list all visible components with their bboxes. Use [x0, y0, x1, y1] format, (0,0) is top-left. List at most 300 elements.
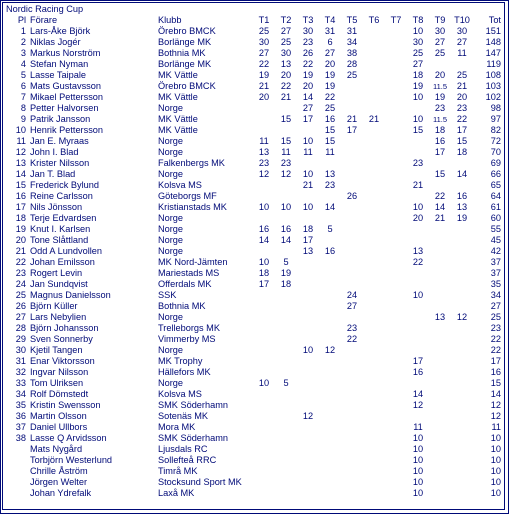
cell-driver: Markus Norström [30, 48, 101, 58]
cell-t3: 10 [302, 136, 314, 146]
cell-driver: Rogert Levin [30, 268, 83, 278]
cell-t10 [451, 433, 473, 444]
cell-t4: 19 [324, 81, 336, 91]
table-row [6, 444, 504, 455]
cell-t3 [297, 488, 319, 499]
table-row [6, 389, 504, 400]
cell-driver: Tom Ulriksen [30, 378, 84, 388]
cell-t3 [297, 125, 319, 136]
cell-total: 66 [490, 169, 501, 179]
cell-t3 [297, 158, 319, 169]
cell-t8: 10 [412, 488, 424, 498]
cell-t6 [363, 26, 385, 37]
table-row [6, 411, 504, 422]
cell-total: 10 [490, 466, 501, 476]
cell-t4: 12 [324, 345, 336, 355]
cell-t2 [275, 411, 297, 422]
cell-t5: 17 [346, 125, 358, 135]
cell-t9 [429, 268, 451, 279]
cell-t3: 17 [302, 235, 314, 245]
cell-t1 [253, 367, 275, 378]
cell-total: 72 [490, 136, 501, 146]
cell-t3: 13 [302, 246, 314, 256]
cell-t2 [275, 444, 297, 455]
cell-t4 [319, 444, 341, 455]
cell-t3: 22 [302, 59, 314, 69]
table-row [6, 70, 504, 81]
cell-t9: 23 [434, 103, 446, 113]
cell-t2: 15 [280, 114, 292, 124]
cell-t9: 21 [434, 213, 446, 223]
cell-t2: 15 [280, 136, 292, 146]
cell-t4 [319, 389, 341, 400]
cell-t4: 19 [324, 70, 336, 80]
cell-t9 [429, 488, 451, 499]
cell-t8: 14 [412, 389, 424, 399]
cell-club: Ljusdals RC [158, 444, 208, 454]
cell-total: 10 [490, 477, 501, 487]
cell-t6 [363, 202, 385, 213]
cell-t5 [341, 224, 363, 235]
cell-club: Timrå MK [158, 466, 198, 476]
cell-t7 [385, 92, 407, 103]
cell-t1 [253, 455, 275, 466]
cell-t4: 6 [327, 37, 333, 47]
table-row [6, 191, 504, 202]
cell-t2: 27 [280, 26, 292, 36]
cell-t7 [385, 279, 407, 290]
cell-t3 [297, 477, 319, 488]
cell-t8: 10 [412, 444, 424, 454]
cell-t4 [319, 191, 341, 202]
cell-club: Borlänge MK [158, 37, 212, 47]
cell-t10 [451, 334, 473, 345]
cell-t10: 12 [456, 312, 468, 322]
cell-t3: 30 [302, 26, 314, 36]
cell-driver: Jörgen Welter [30, 477, 88, 487]
table-row [6, 422, 504, 433]
cell-t5 [341, 400, 363, 411]
cell-pl: 38 [15, 433, 26, 443]
table-row [6, 59, 504, 70]
cell-t6: 21 [368, 114, 380, 124]
cell-t5: 22 [346, 334, 358, 344]
cell-t3: 18 [302, 224, 314, 234]
cell-t6 [363, 290, 385, 301]
cell-t2 [275, 356, 297, 367]
cell-club: Falkenbergs MK [158, 158, 225, 168]
cell-t10: 27 [456, 37, 468, 47]
cell-total: 34 [490, 290, 501, 300]
cell-t1: 25 [258, 26, 270, 36]
table-row [6, 37, 504, 48]
cell-t10 [451, 488, 473, 499]
cell-t7 [385, 48, 407, 59]
cell-driver: Enar Viktorsson [30, 356, 95, 366]
cell-t8 [407, 103, 429, 114]
cell-t5 [341, 180, 363, 191]
cell-t1 [253, 356, 275, 367]
cell-t10: 13 [456, 202, 468, 212]
cell-t2 [275, 301, 297, 312]
cell-t2 [275, 488, 297, 499]
cell-t4: 15 [324, 136, 336, 146]
cell-driver: Stefan Nyman [30, 59, 89, 69]
cell-t5 [341, 444, 363, 455]
cell-t9 [429, 356, 451, 367]
cell-t5 [341, 411, 363, 422]
cell-club: MK Nord-Jämten [158, 257, 228, 267]
cell-t6 [363, 422, 385, 433]
cell-t3 [297, 279, 319, 290]
cell-driver: Krister Nilsson [30, 158, 90, 168]
cell-t2 [275, 180, 297, 191]
cell-t1: 27 [258, 48, 270, 58]
table-row [6, 268, 504, 279]
cell-t4 [319, 400, 341, 411]
results-body [6, 26, 504, 499]
cell-t6 [363, 191, 385, 202]
cell-t5 [341, 488, 363, 499]
cell-t8 [407, 279, 429, 290]
cell-t10: 16 [456, 191, 468, 201]
cell-pl: 26 [15, 301, 26, 311]
table-row [6, 466, 504, 477]
cell-club: Bothnia MK [158, 301, 206, 311]
cell-pl: 33 [15, 378, 26, 388]
cell-t2: 5 [283, 257, 289, 267]
cell-t1: 14 [258, 235, 270, 245]
cell-pl: 18 [15, 213, 26, 223]
cell-driver: Torbjörn Westerlund [30, 455, 113, 465]
cell-t4 [319, 466, 341, 477]
cell-total: 45 [490, 235, 501, 245]
cell-pl: 16 [15, 191, 26, 201]
cell-t1 [253, 477, 275, 488]
cell-t9 [429, 59, 451, 70]
cell-total: 69 [490, 158, 501, 168]
cell-t2: 20 [280, 70, 292, 80]
cell-t3 [297, 191, 319, 202]
cell-t3 [297, 367, 319, 378]
cell-t10 [451, 180, 473, 191]
cell-t1 [253, 290, 275, 301]
cell-t6 [363, 48, 385, 59]
cell-t9: 20 [434, 70, 446, 80]
cell-t9 [429, 345, 451, 356]
cell-t6 [363, 411, 385, 422]
cell-t9 [429, 279, 451, 290]
cell-t9: 22 [434, 191, 446, 201]
cell-t9 [429, 367, 451, 378]
cell-t7 [385, 433, 407, 444]
cell-t3 [297, 466, 319, 477]
table-row [6, 356, 504, 367]
header-t3: T3 [302, 15, 314, 25]
page-title: Nordic Racing Cup [6, 4, 84, 14]
cell-club: Norge [158, 312, 184, 322]
cell-t6 [363, 367, 385, 378]
cell-pl: 22 [15, 257, 26, 267]
cell-t5 [341, 433, 363, 444]
cell-t2 [275, 246, 297, 257]
cell-t8: 10 [412, 477, 424, 487]
cell-t7 [385, 70, 407, 81]
cell-total: 98 [490, 103, 501, 113]
cell-t5 [341, 367, 363, 378]
table-row [6, 312, 504, 323]
cell-driver: Lasse Q Arvidsson [30, 433, 107, 443]
cell-t7 [385, 136, 407, 147]
cell-t9 [429, 224, 451, 235]
cell-t8: 20 [412, 213, 424, 223]
cell-pl: 23 [15, 268, 26, 278]
header-driver: Förare [30, 15, 58, 25]
cell-t8: 10 [412, 455, 424, 465]
header-t10: T10 [454, 15, 470, 25]
cell-t10 [451, 257, 473, 268]
cell-t3 [297, 444, 319, 455]
cell-t8: 11 [413, 422, 423, 432]
cell-t1: 10 [258, 378, 270, 388]
cell-club: Norge [158, 345, 184, 355]
cell-driver: Daniel Ullbors [30, 422, 88, 432]
cell-driver: Kjetil Tangen [30, 345, 83, 355]
cell-t4: 27 [324, 48, 336, 58]
cell-t4 [319, 455, 341, 466]
cell-t1 [253, 334, 275, 345]
cell-t1 [253, 466, 275, 477]
cell-driver: John I. Blad [30, 147, 79, 157]
cell-t9: 27 [434, 37, 446, 47]
cell-t7 [385, 191, 407, 202]
table-row [6, 455, 504, 466]
cell-t8 [407, 147, 429, 158]
cell-pl: 4 [20, 59, 26, 69]
cell-t1: 23 [258, 158, 270, 168]
cell-t4: 16 [324, 114, 336, 124]
cell-t7 [385, 290, 407, 301]
cell-driver: Petter Halvorsen [30, 103, 99, 113]
cell-t9 [429, 323, 451, 334]
cell-t3: 27 [302, 103, 314, 113]
cell-t9: 16 [434, 136, 446, 146]
cell-t1: 17 [258, 279, 270, 289]
cell-t8 [407, 169, 429, 180]
cell-t4: 15 [324, 125, 336, 135]
cell-club: MK Vättle [158, 92, 198, 102]
cell-t6 [363, 323, 385, 334]
cell-t3: 20 [302, 81, 314, 91]
cell-t2 [275, 312, 297, 323]
cell-t1 [253, 103, 275, 114]
cell-t1 [253, 301, 275, 312]
cell-club: MK Vättle [158, 114, 198, 124]
cell-t6 [363, 301, 385, 312]
table-row [6, 136, 504, 147]
cell-t9: 14 [434, 202, 446, 212]
cell-t6 [363, 455, 385, 466]
cell-t1: 16 [258, 224, 270, 234]
cell-t1 [253, 345, 275, 356]
cell-total: 16 [490, 367, 501, 377]
cell-t8: 12 [412, 400, 424, 410]
cell-t7 [385, 114, 407, 125]
table-row [6, 378, 504, 389]
header-t8: T8 [412, 15, 424, 25]
cell-total: 12 [490, 411, 501, 421]
cell-pl: 21 [15, 246, 26, 256]
cell-t1 [253, 444, 275, 455]
cell-club: Sollefteå RRC [158, 455, 217, 465]
cell-t5 [341, 136, 363, 147]
cell-t1 [253, 389, 275, 400]
cell-t4: 14 [324, 202, 336, 212]
table-row [6, 477, 504, 488]
cell-t5: 25 [346, 70, 358, 80]
cell-driver: Patrik Jansson [30, 114, 91, 124]
table-row [6, 114, 504, 125]
cell-t4 [319, 290, 341, 301]
cell-t7 [385, 444, 407, 455]
header-total: Tot [488, 15, 501, 25]
cell-t6 [363, 169, 385, 180]
cell-t5 [341, 279, 363, 290]
cell-pl: 13 [15, 158, 26, 168]
cell-total: 103 [485, 81, 501, 91]
cell-driver: Niklas Jogér [30, 37, 81, 47]
cell-t10 [451, 158, 473, 169]
cell-t4 [319, 312, 341, 323]
cell-t10 [451, 301, 473, 312]
cell-pl: 27 [15, 312, 26, 322]
cell-driver: Magnus Danielsson [30, 290, 111, 300]
cell-t5 [341, 235, 363, 246]
cell-pl: 35 [15, 400, 26, 410]
cell-t9 [429, 455, 451, 466]
cell-t7 [385, 455, 407, 466]
cell-t9: 15 [434, 169, 446, 179]
cell-t10 [451, 400, 473, 411]
cell-t9 [429, 433, 451, 444]
cell-t8: 15 [412, 125, 424, 135]
cell-club: Kristianstads MK [158, 202, 227, 212]
cell-t5 [341, 213, 363, 224]
cell-t7 [385, 356, 407, 367]
cell-club: Kolsva MS [158, 389, 202, 399]
cell-driver: Martin Olsson [30, 411, 87, 421]
cell-t9 [429, 466, 451, 477]
cell-t8: 22 [412, 257, 424, 267]
cell-pl [6, 466, 30, 477]
cell-t2 [275, 125, 297, 136]
cell-t1 [253, 433, 275, 444]
cell-total: 61 [490, 202, 501, 212]
cell-t9 [429, 389, 451, 400]
table-row [6, 81, 504, 92]
cell-t5 [341, 312, 363, 323]
cell-driver: Henrik Pettersson [30, 125, 104, 135]
cell-t9: 19 [434, 92, 446, 102]
header-t6: T6 [368, 15, 380, 25]
cell-driver: Lars Nebylien [30, 312, 87, 322]
cell-t10 [451, 290, 473, 301]
cell-club: Bothnia MK [158, 48, 206, 58]
cell-pl: 6 [20, 81, 26, 91]
cell-pl [6, 455, 30, 466]
cell-t6 [363, 59, 385, 70]
cell-t8 [407, 235, 429, 246]
table-row [6, 92, 504, 103]
cell-t9 [429, 158, 451, 169]
cell-t9 [429, 246, 451, 257]
cell-t7 [385, 400, 407, 411]
cell-t9 [429, 444, 451, 455]
cell-driver: Ingvar Nilsson [30, 367, 89, 377]
cell-t8: 10 [412, 114, 424, 124]
cell-t3: 12 [302, 411, 314, 421]
cell-t4 [319, 411, 341, 422]
cell-driver: Terje Edvardsen [30, 213, 97, 223]
cell-t5: 23 [346, 323, 358, 333]
cell-t10 [451, 235, 473, 246]
cell-t3 [297, 301, 319, 312]
cell-t4 [319, 433, 341, 444]
cell-t6 [363, 334, 385, 345]
cell-t1 [253, 125, 275, 136]
cell-t6 [363, 477, 385, 488]
cell-t6 [363, 37, 385, 48]
cell-t7 [385, 345, 407, 356]
cell-pl: 15 [15, 180, 26, 190]
cell-t1: 18 [258, 268, 270, 278]
cell-total: 70 [490, 147, 501, 157]
cell-t7 [385, 180, 407, 191]
cell-t7 [385, 213, 407, 224]
cell-t8: 25 [412, 48, 424, 58]
table-row [6, 257, 504, 268]
cell-t6 [363, 180, 385, 191]
cell-t4: 5 [327, 224, 333, 234]
table-row [6, 213, 504, 224]
cell-t5 [341, 202, 363, 213]
cell-t10 [451, 323, 473, 334]
cell-total: 42 [490, 246, 501, 256]
cell-pl: 7 [20, 92, 26, 102]
cell-t10: 23 [456, 103, 468, 113]
table-row [6, 125, 504, 136]
cell-t3: 10 [302, 202, 314, 212]
cell-t4: 23 [324, 180, 336, 190]
cell-pl: 20 [15, 235, 26, 245]
cell-t8 [407, 411, 429, 422]
cell-t3 [297, 378, 319, 389]
cell-t2: 16 [280, 224, 292, 234]
cell-t6 [363, 257, 385, 268]
cell-t2: 14 [280, 235, 292, 245]
cell-t7 [385, 389, 407, 400]
cell-total: 23 [490, 323, 501, 333]
cell-t6 [363, 279, 385, 290]
cell-t7 [385, 202, 407, 213]
cell-t5 [341, 477, 363, 488]
cell-club: Örebro BMCK [158, 26, 216, 36]
table-row [6, 235, 504, 246]
cell-t2: 11 [281, 147, 291, 157]
cell-pl [6, 444, 30, 455]
cell-club: Hällefors MK [158, 367, 211, 377]
cell-t2 [275, 389, 297, 400]
